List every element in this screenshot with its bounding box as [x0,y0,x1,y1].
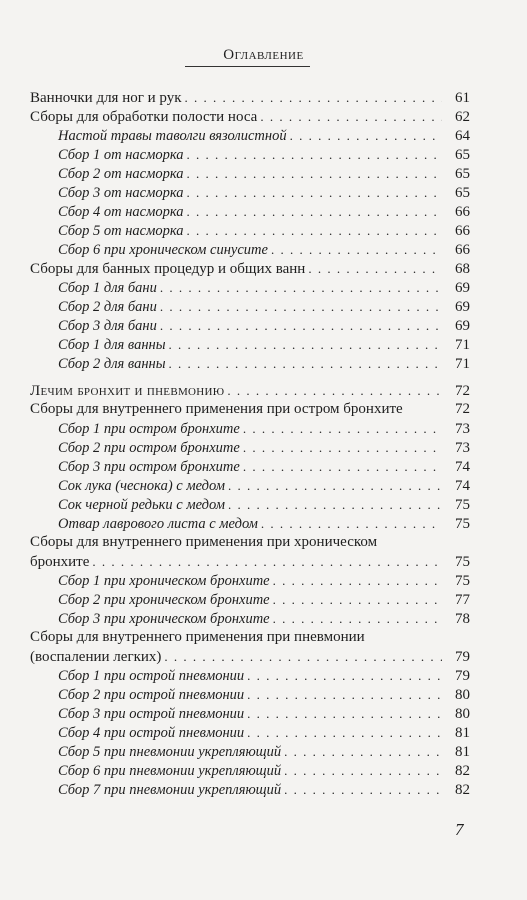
toc-entry-page: 74 [455,459,470,475]
toc-entry-page: 74 [455,478,470,494]
toc-entry-page: 75 [455,573,470,589]
toc-chapter [30,381,470,400]
toc-entry [30,628,470,647]
dot-leader [160,316,442,335]
dot-leader [187,183,442,202]
dot-leader [247,685,442,704]
toc-entry-page: 65 [455,185,470,201]
toc-entry-page: 81 [455,725,470,741]
toc-subentry [30,354,470,373]
toc-entry [30,647,470,666]
toc-entry-page: 80 [455,687,470,703]
toc-subentry [30,514,470,533]
toc-subentry [30,666,470,685]
toc-subentry [30,419,470,438]
toc-entry-title: Отвар лаврового листа с медом [58,516,258,532]
toc-entry-title: Сбор 5 от насморка [58,223,184,239]
toc-entry-title: Сбор 2 при остром бронхите [58,440,240,456]
toc-entry-title: Сбор 3 при острой пневмонии [58,706,245,722]
page-number: 7 [455,820,464,839]
toc-entry-page: 69 [455,280,470,296]
dot-leader [164,647,442,666]
toc-entry [30,107,470,126]
toc-entry-title: Сбор 2 от насморка [58,166,184,182]
toc-entry-title: Сборы для внутреннего применения при хроническом [30,534,378,550]
toc-entry-title: Сбор 2 для ванны [58,356,166,372]
toc-subentry [30,221,470,240]
dot-leader [261,514,442,533]
toc-subentry [30,438,470,457]
toc-entry-page: 73 [455,440,470,456]
dot-leader [187,202,442,221]
toc-entry [30,533,470,552]
toc-entry [30,552,470,571]
toc-subentry [30,240,470,259]
dot-leader [247,723,442,742]
toc-entry-title: Сбор 1 при хроническом бронхите [58,573,270,589]
toc-subentry [30,685,470,704]
toc-entry-title: Ванночки для ног и рук [30,90,182,106]
toc-entry [30,259,470,278]
toc-subentry [30,495,470,514]
toc-entry-title: Сбор 1 для бани [58,280,157,296]
toc-entry-title: Сбор 3 для бани [58,318,157,334]
toc-entry-title: Сок лука (чеснока) с медом [58,478,225,494]
toc-entry-page: 66 [455,242,470,258]
toc-entry-page: 62 [455,109,470,125]
dot-leader [290,126,442,145]
toc-entry-title: Сбор 4 при острой пневмонии [58,725,245,741]
toc-entry-title: Сборы для обработки полости носа [30,109,258,125]
toc-subentry [30,590,470,609]
dot-leader [243,438,442,457]
toc-subentry [30,609,470,628]
toc-entry-page: 82 [455,763,470,779]
dot-leader [228,495,442,514]
toc-entry-title: Сок черной редьки с медом [58,497,225,513]
toc-entry-title: Сбор 7 при пневмонии укрепляющий [58,782,282,798]
toc-entry-page: 72 [455,401,470,417]
toc-subentry [30,761,470,780]
dot-leader [243,457,442,476]
toc-entry-page: 68 [455,261,470,277]
toc-subentry [30,278,470,297]
dot-leader [169,335,442,354]
dot-leader [185,88,442,107]
table-of-contents [30,88,470,799]
toc-entry-page: 71 [455,337,470,353]
header-underline [185,66,310,67]
toc-subentry [30,297,470,316]
section-gap [30,373,470,381]
toc-entry-page: 80 [455,706,470,722]
toc-entry-title: Сбор 2 при хроническом бронхите [58,592,270,608]
toc-subentry [30,183,470,202]
toc-entry-page: 75 [455,497,470,513]
toc-subentry [30,742,470,761]
toc-entry-page: 65 [455,147,470,163]
dot-leader [187,164,442,183]
dot-leader [284,780,442,799]
dot-leader [160,278,442,297]
toc-entry [30,400,470,419]
dot-leader [228,476,442,495]
toc-subentry [30,723,470,742]
toc-entry-title: Сбор 3 при остром бронхите [58,459,240,475]
toc-entry-page: 82 [455,782,470,798]
dot-leader [160,297,442,316]
dot-leader [284,742,442,761]
toc-entry-page: 73 [455,421,470,437]
toc-subentry [30,145,470,164]
toc-subentry [30,571,470,590]
toc-entry-page: 66 [455,223,470,239]
dot-leader [284,761,442,780]
toc-entry-page: 75 [455,554,470,570]
toc-entry-page: 69 [455,299,470,315]
dot-leader [273,571,442,590]
toc-entry-title: Лечим бронхит и пневмонию [30,383,225,399]
toc-entry [30,88,470,107]
dot-leader [243,419,442,438]
dot-leader [227,381,442,400]
toc-subentry [30,704,470,723]
header-title: Оглавление [223,47,304,63]
toc-entry-title: Сбор 1 при остром бронхите [58,421,240,437]
dot-leader [273,609,442,628]
toc-subentry [30,202,470,221]
toc-entry-title: Сбор 6 при хроническом синусите [58,242,268,258]
toc-subentry [30,457,470,476]
toc-subentry [30,476,470,495]
toc-entry-title: (воспалении легких) [30,649,162,665]
toc-entry-title: Сбор 6 при пневмонии укрепляющий [58,763,282,779]
dot-leader [260,107,442,126]
toc-entry-page: 65 [455,166,470,182]
dot-leader [247,704,442,723]
dot-leader [273,590,442,609]
toc-entry-title: Сбор 5 при пневмонии укрепляющий [58,744,282,760]
dot-leader [308,259,442,278]
toc-subentry [30,164,470,183]
toc-entry-page: 69 [455,318,470,334]
toc-entry-page: 77 [455,592,470,608]
toc-entry-title: Сбор 2 при острой пневмонии [58,687,245,703]
toc-subentry [30,316,470,335]
dot-leader [271,240,442,259]
dot-leader [247,666,442,685]
dot-leader [92,552,442,571]
toc-entry-page: 71 [455,356,470,372]
toc-entry-title: Сбор 3 от насморка [58,185,184,201]
toc-entry-title: бронхите [30,554,90,570]
toc-entry-title: Сборы для внутреннего применения при остром бронхите [30,401,403,417]
toc-entry-page: 79 [455,668,470,684]
toc-entry-title: Сбор 4 от насморка [58,204,184,220]
toc-entry-page: 72 [455,383,470,399]
dot-leader [169,354,442,373]
toc-entry-title: Сборы для банных процедур и общих ванн [30,261,306,277]
toc-entry-page: 75 [455,516,470,532]
running-header [0,46,527,65]
toc-entry-title: Сбор 1 для ванны [58,337,166,353]
toc-entry-title: Сбор 3 при хроническом бронхите [58,611,270,627]
toc-entry-title: Настой травы таволги вязолистной [58,128,287,144]
toc-subentry [30,780,470,799]
toc-entry-title: Сборы для внутреннего применения при пневмонии [30,629,365,645]
toc-entry-page: 78 [455,611,470,627]
toc-subentry [30,335,470,354]
toc-entry-page: 66 [455,204,470,220]
toc-entry-page: 81 [455,744,470,760]
toc-entry-page: 61 [455,90,470,106]
toc-entry-page: 64 [455,128,470,144]
toc-entry-title: Сбор 1 от насморка [58,147,184,163]
toc-entry-title: Сбор 2 для бани [58,299,157,315]
toc-subentry [30,126,470,145]
dot-leader [187,145,442,164]
toc-entry-title: Сбор 1 при острой пневмонии [58,668,245,684]
toc-entry-page: 79 [455,649,470,665]
dot-leader [187,221,442,240]
